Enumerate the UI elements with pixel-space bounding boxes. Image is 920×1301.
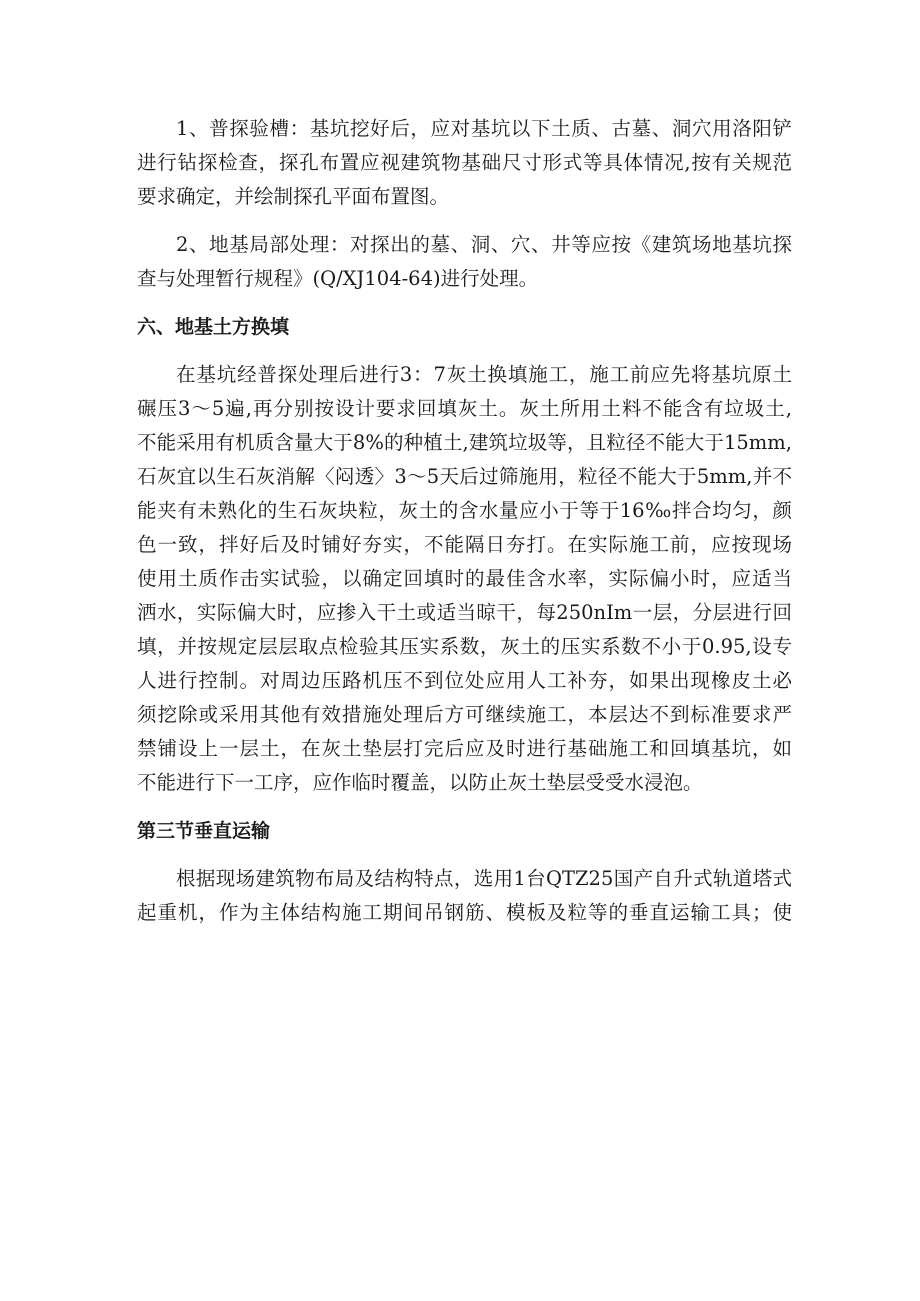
- text-line: 填，并按规定层层取点检验其压实系数，灰土的压实系数不小于0.95,设专: [137, 635, 792, 658]
- heading-soil-replacement: 六、地基土方换填: [137, 316, 290, 338]
- heading-vertical-transport: 第三节垂直运输: [137, 820, 271, 842]
- text-line: 能夹有未熟化的生石灰块粒，灰土的含水量应小于等于16‰拌合均匀，颜: [137, 499, 792, 522]
- text-line: 色一致，拌好后及时铺好夯实，不能隔日夯打。在实际施工前，应按现场: [137, 533, 792, 556]
- text-line: 不能采用有机质含量大于8%的种植土,建筑垃圾等，且粒径不能大于15mm,: [137, 431, 792, 454]
- paragraph-tower-crane: [137, 862, 792, 930]
- text-line: 碾压3〜5遍,再分别按设计要求回填灰土。灰土所用土料不能含有垃圾土,: [137, 397, 792, 420]
- text-line: 进行钻探检查，探孔布置应视建筑物基础尺寸形式等具体情况,按有关规范: [137, 151, 792, 174]
- text-line: 人进行控制。对周边压路机压不到位处应用人工补夯，如果出现橡皮土必: [137, 669, 792, 692]
- text-line: 洒水，实际偏大时，应掺入干土或适当晾干，每250nIm一层，分层进行回: [137, 601, 792, 624]
- text-line: 根据现场建筑物布局及结构特点，选用1台QTZ25国产自升式轨道塔式: [176, 867, 792, 890]
- text-line: 起重机，作为主体结构施工期间吊钢筋、模板及粒等的垂直运输工具；使: [137, 901, 792, 924]
- section-heading: [137, 814, 792, 848]
- text-line: 石灰宜以生石灰消解〈闷透〉3〜5天后过筛施用，粒径不能大于5mm,并不: [137, 465, 792, 488]
- text-line: 2、地基局部处理：对探出的墓、洞、穴、井等应按《建筑场地基坑探: [176, 233, 792, 256]
- text-line: 要求确定，并绘制探孔平面布置图。: [137, 185, 450, 208]
- text-line: 须挖除或采用其他有效措施处理后方可继续施工，本层达不到标准要求严: [137, 703, 792, 726]
- paragraph-lime-soil: [137, 358, 792, 800]
- text-line: 查与处理暂行规程》(Q/XJ104-64)进行处理。: [137, 267, 539, 290]
- text-line: 使用土质作击实试验，以确定回填时的最佳含水率，实际偏小时，应适当: [137, 567, 792, 590]
- text-line: 禁铺设上一层土，在灰土垫层打完后应及时进行基础施工和回填基坑，如: [137, 737, 792, 760]
- text-line: 不能进行下一工序，应作临时覆盖，以防止灰土垫层受受水浸泡。: [137, 771, 703, 794]
- text-line: 在基坑经普探处理后进行3：7灰土换填施工，施工前应先将基坑原土: [176, 363, 792, 386]
- paragraph-local-treatment: [137, 228, 792, 296]
- paragraph-inspection: [137, 112, 792, 214]
- section-heading: [137, 310, 792, 344]
- text-line: 1、普探验槽：基坑挖好后，应对基坑以下土质、古墓、洞穴用洛阳铲: [176, 117, 792, 140]
